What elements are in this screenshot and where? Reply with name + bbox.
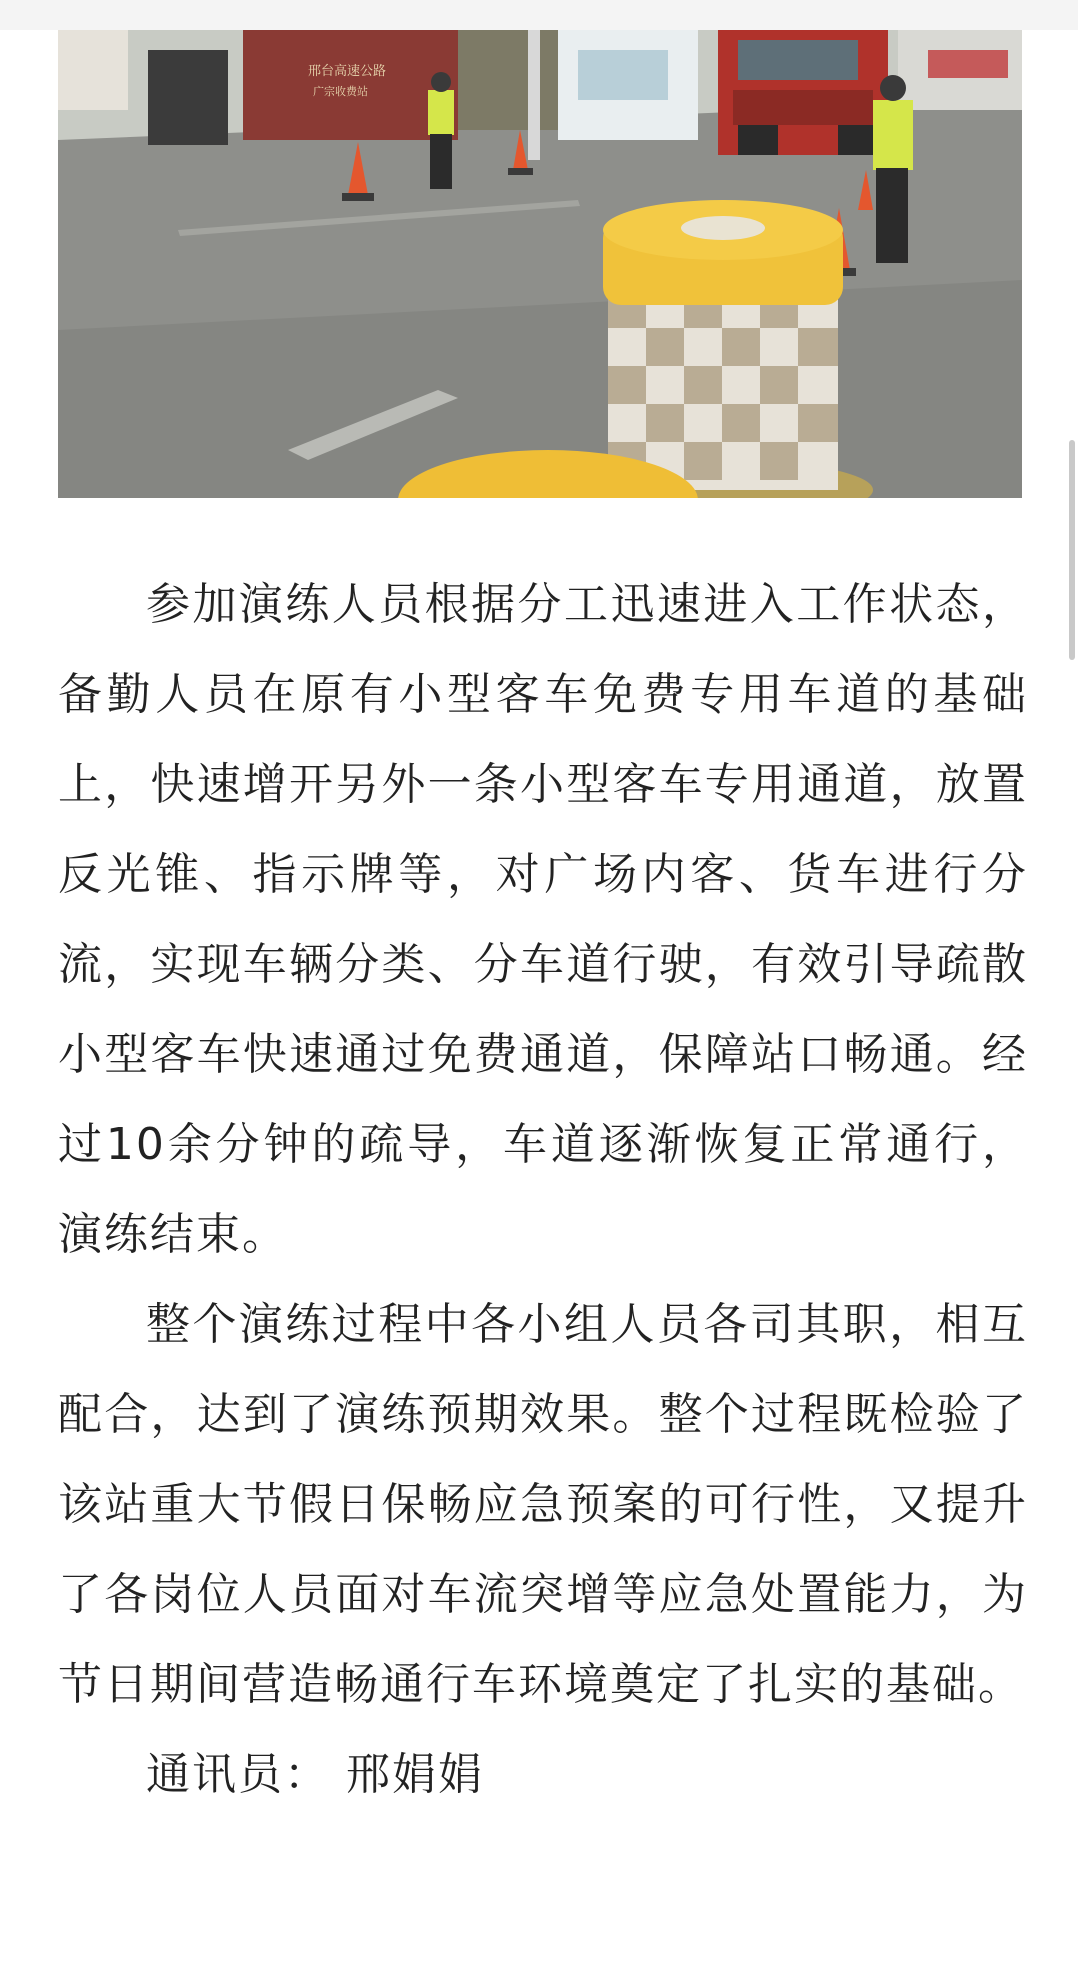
paragraph: 整个演练过程中各小组人员各司其职，相互配合，达到了演练预期效果。整个过程既检验了该站重大节假日保畅应急预案的可行性，又提升了各岗位人员面对车流突增等应急处置能力，为节日期间营造畅通行车环境奠定了扎实的基础。 (58, 1299, 1028, 1710)
article-photo[interactable] (58, 30, 1022, 498)
scrollbar[interactable] (1069, 440, 1075, 660)
station-sign-line-2: 广宗收费站 (313, 85, 368, 98)
article-body (58, 560, 1028, 1820)
station-sign-line-1: 邢台高速公路 (308, 64, 387, 79)
paragraph: 参加演练人员根据分工迅速进入工作状态，备勤人员在原有小型客车免费专用车道的基础上，快速增开另外一条小型客车专用通道，放置反光锥、指示牌等，对广场内客、货车进行分流，实现车辆分类、分车道行驶，有效引导疏散小型客车快速通过免费通道，保障站口畅通。经过10余分钟的疏导，车道逐渐恢复正常通行，演练结束。 (58, 579, 1028, 1260)
status-strip (0, 0, 1078, 30)
byline: 通讯员： 邢娟娟 (146, 1749, 484, 1800)
